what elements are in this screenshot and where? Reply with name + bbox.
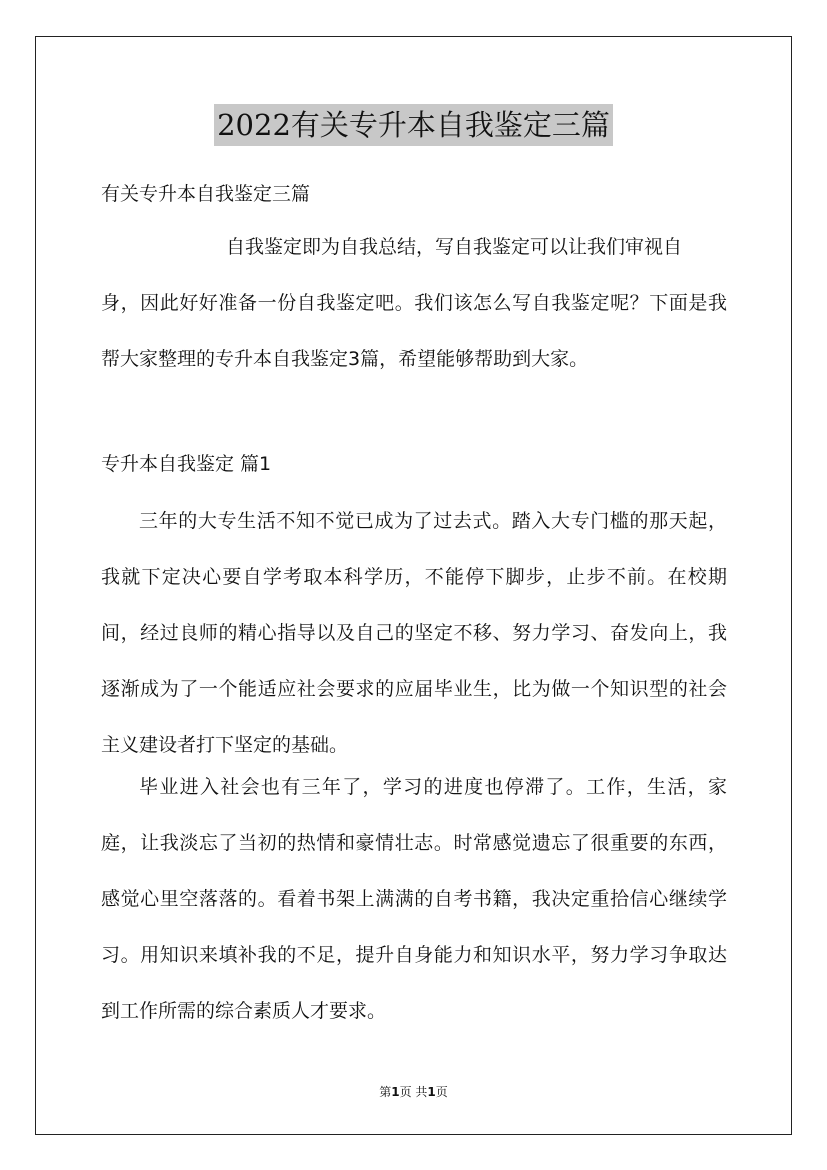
intro-rest: 身，因此好好准备一份自我鉴定吧。我们该怎么写自我鉴定呢？下面是我帮大家整理的专升本自我鉴定3篇，希望能够帮助到大家。 bbox=[101, 292, 727, 370]
document-title: 2022有关专升本自我鉴定三篇 bbox=[214, 104, 613, 146]
page-mid: 页 共 bbox=[399, 1085, 428, 1099]
intro-first-line: 自我鉴定即为自我总结，写自我鉴定可以让我们审视自 bbox=[226, 236, 683, 258]
page-prefix: 第 bbox=[379, 1085, 392, 1099]
intro-paragraph bbox=[101, 219, 727, 387]
page-total: 1 bbox=[427, 1085, 436, 1099]
body-paragraph-1: 三年的大专生活不知不觉已成为了过去式。踏入大专门槛的那天起，我就下定决心要自学考取本科学历，不能停下脚步，止步不前。在校期间，经过良师的精心指导以及自己的坚定不移、努力学习、奋发向上，我逐渐成为了一个能适应社会要求的应届毕业生，比为做一个知识型的社会主义建设者打下坚定的基础。 bbox=[101, 510, 727, 756]
page-suffix: 页 bbox=[435, 1085, 448, 1099]
title-container bbox=[0, 104, 827, 146]
section-heading: 专升本自我鉴定 篇1 bbox=[101, 453, 272, 475]
body-paragraph-2: 毕业进入社会也有三年了，学习的进度也停滞了。工作，生活，家庭，让我淡忘了当初的热情和豪情壮志。时常感觉遗忘了很重要的东西，感觉心里空落落的。看着书架上满满的自考书籍，我决定重拾信心继续学习。用知识来填补我的不足，提升自身能力和知识水平，努力学习争取达到工作所需的综合素质人才要求。 bbox=[101, 776, 727, 1022]
page-number: 1 bbox=[391, 1085, 400, 1099]
document-subtitle: 有关专升本自我鉴定三篇 bbox=[101, 183, 311, 205]
page-footer bbox=[0, 1083, 827, 1101]
